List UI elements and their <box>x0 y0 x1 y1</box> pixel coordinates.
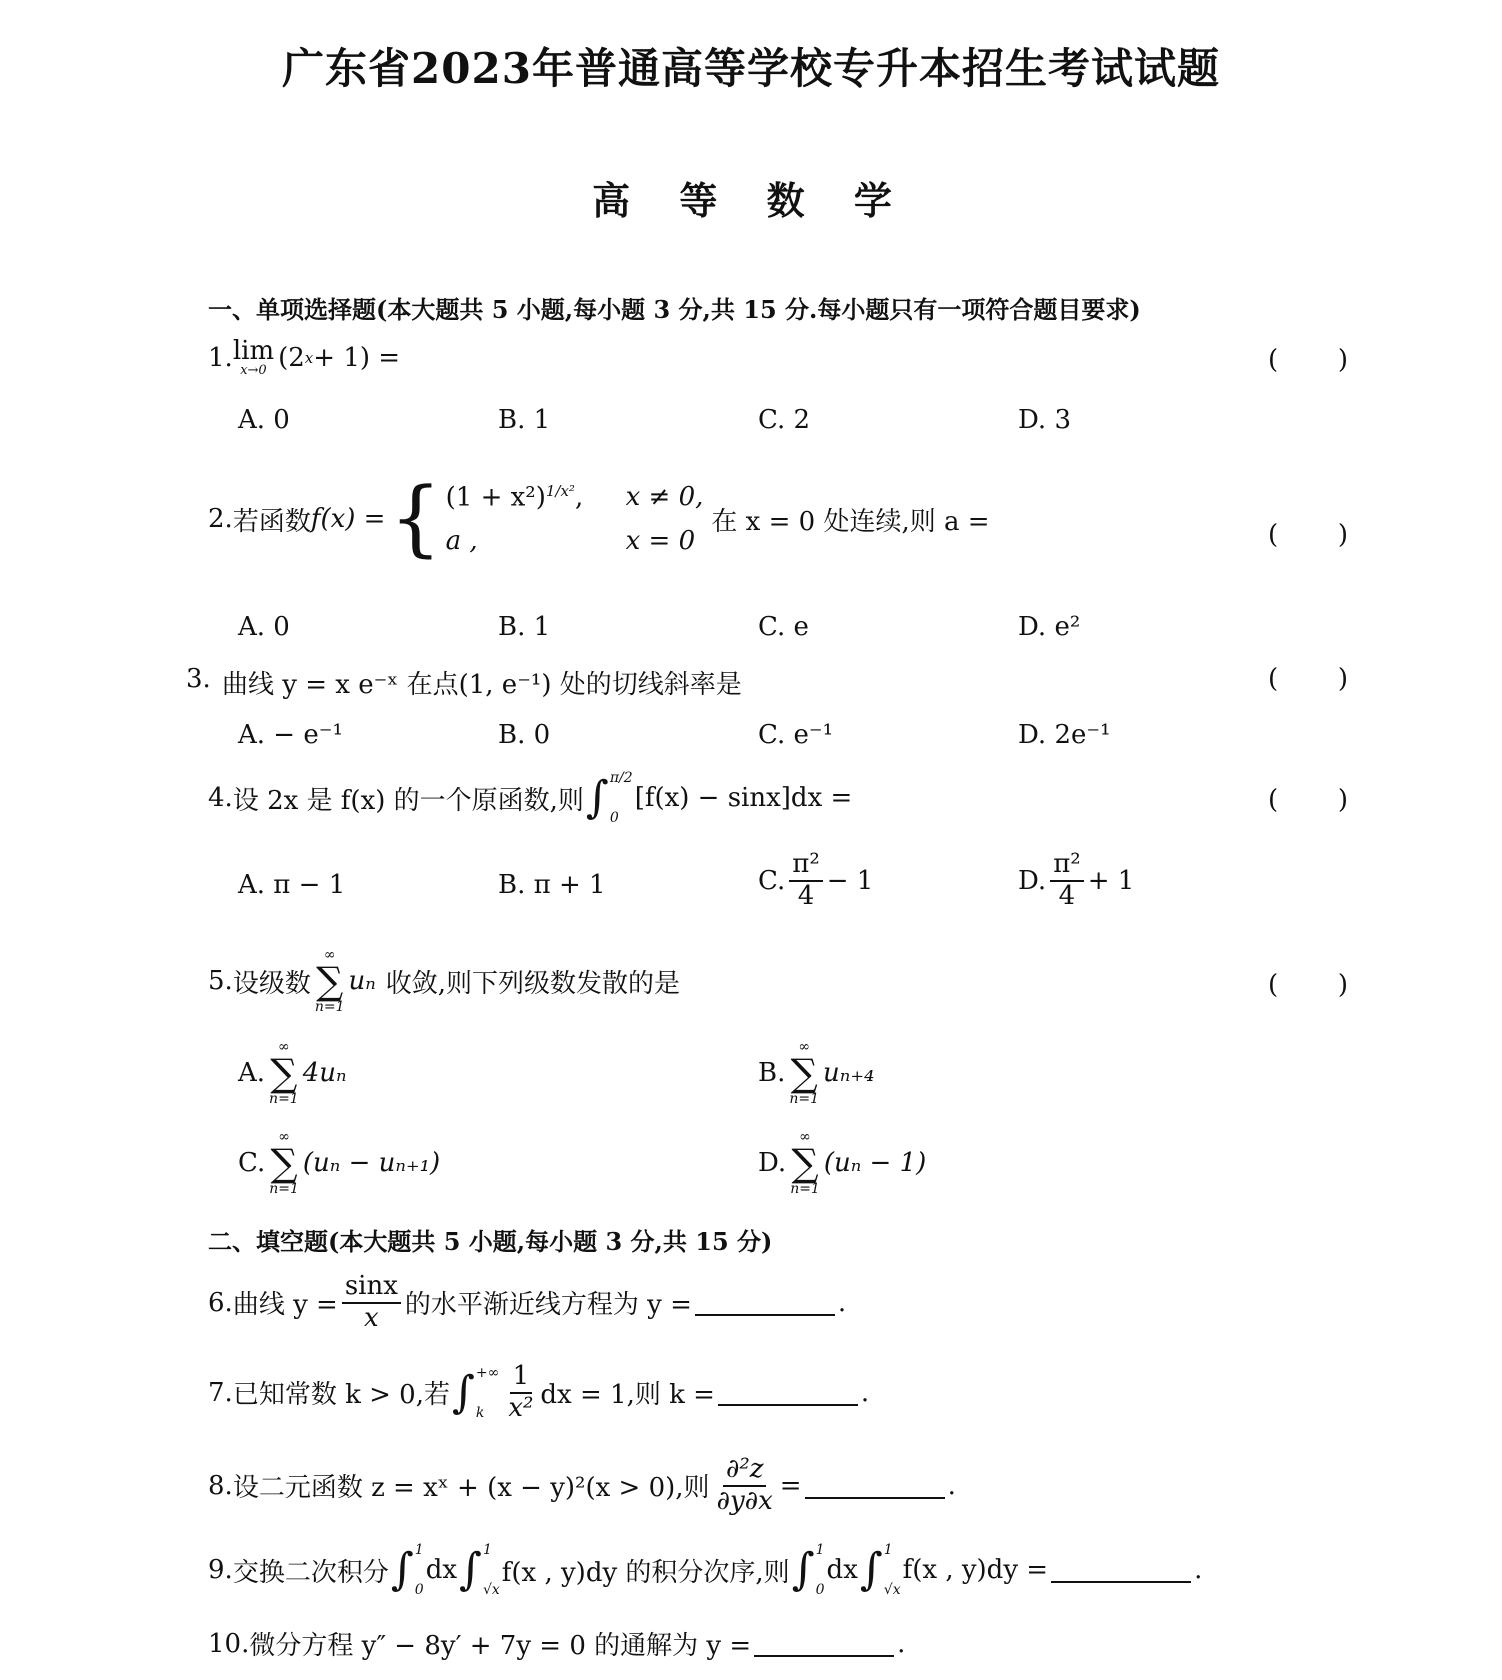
fraction <box>342 1272 401 1334</box>
expr: (2 <box>278 342 305 373</box>
paren-open: ( <box>1268 664 1279 694</box>
question-number: 4. <box>208 783 233 813</box>
option-d: D. 2e⁻¹ <box>1018 720 1111 750</box>
integral-sign: ∫ <box>459 1544 482 1595</box>
integral <box>391 1542 424 1598</box>
option-label: A. <box>238 1058 266 1088</box>
piecewise-cases <box>446 482 704 557</box>
paren-close: ) <box>1337 345 1348 375</box>
option-a: A. 0 <box>238 612 290 642</box>
upper-limit: 1 <box>883 1542 893 1558</box>
option-label: C. <box>758 865 786 896</box>
option-a: A. π − 1 <box>238 870 346 900</box>
question-text: 曲线 y = <box>232 1290 338 1321</box>
sum-upper: ∞ <box>278 1129 290 1145</box>
sigma-sign: ∑ <box>270 1051 298 1095</box>
option-d: D. 3 <box>1018 405 1071 435</box>
option-b <box>758 1040 874 1106</box>
lower-limit: 0 <box>414 1582 424 1598</box>
answer-paren <box>1268 970 1348 1000</box>
lower-limit: 0 <box>609 810 619 826</box>
option-c: C. e <box>758 612 809 642</box>
sum-upper: ∞ <box>798 1039 811 1055</box>
option-b: B. 1 <box>498 405 551 435</box>
case-exponent: 1/x² <box>545 481 575 500</box>
sigma-sign: ∑ <box>791 1141 819 1185</box>
question-text: 若函数 <box>232 506 311 537</box>
option-a <box>238 1040 347 1106</box>
integral-sign: ∫ <box>451 1366 475 1418</box>
question-3: 曲线 y = x e⁻ˣ 在点(1, e⁻¹) 处的切线斜率是 <box>222 670 742 700</box>
question-text: 交换二次积分 <box>232 1557 389 1588</box>
numerator: sinx <box>342 1272 401 1304</box>
differential: dx <box>425 1555 457 1585</box>
denominator: 4 <box>1058 880 1076 911</box>
answer-paren <box>1268 785 1348 815</box>
left-brace: { <box>389 471 442 566</box>
fraction <box>789 850 823 912</box>
integral <box>792 1542 825 1598</box>
denominator: ∂y∂x <box>716 1485 773 1516</box>
option-d <box>1018 850 1134 912</box>
integral <box>459 1542 500 1598</box>
period: . <box>837 1287 847 1318</box>
series-term: (uₙ − uₙ₊₁) <box>302 1148 441 1178</box>
option-c: C. e⁻¹ <box>758 720 834 750</box>
numerator: ∂²z <box>723 1455 767 1487</box>
sum-upper: ∞ <box>799 1129 811 1145</box>
question-7 <box>208 1362 869 1424</box>
integral-sign: ∫ <box>859 1544 883 1595</box>
answer-blank[interactable] <box>718 1380 858 1406</box>
upper-limit: +∞ <box>475 1364 500 1381</box>
question-2 <box>208 471 990 566</box>
paren-open: ( <box>1268 345 1279 375</box>
answer-blank[interactable] <box>805 1473 945 1499</box>
question-number: 6. <box>208 1287 233 1318</box>
expr: + 1) = <box>313 342 401 373</box>
numerator: 1 <box>510 1362 533 1394</box>
sigma-sign: ∑ <box>790 1051 818 1095</box>
integral <box>452 1365 499 1421</box>
period: . <box>947 1470 956 1501</box>
denominator: x² <box>508 1392 534 1423</box>
question-number: 8. <box>208 1470 233 1501</box>
question-text: 收敛,则下列级数发散的是 <box>385 968 681 999</box>
upper-limit: 1 <box>815 1542 825 1558</box>
sum-lower: n=1 <box>790 1181 820 1197</box>
section-2-heading: 二、填空题(本大题共 5 小题,每小题 3 分,共 15 分) <box>208 1227 773 1256</box>
paren-close: ) <box>1337 520 1348 550</box>
question-number: 7. <box>208 1377 233 1408</box>
paren-close: ) <box>1337 785 1348 815</box>
section-1-heading: 一、单项选择题(本大题共 5 小题,每小题 3 分,共 15 分.每小题只有一项符合题目要求) <box>208 295 1141 324</box>
fraction <box>714 1455 776 1517</box>
question-text: f(x , y)dy = <box>902 1555 1049 1585</box>
sigma-sign: ∑ <box>316 959 344 1003</box>
answer-paren <box>1268 520 1348 550</box>
lower-limit: √x <box>482 1582 500 1598</box>
question-text: 已知常数 k > 0,若 <box>232 1380 450 1411</box>
paren-open: ( <box>1268 785 1279 815</box>
option-c <box>758 850 873 912</box>
summation <box>269 1130 299 1196</box>
question-text: 在 x = 0 处连续,则 a = <box>711 506 990 537</box>
question-number: 2. <box>208 504 233 534</box>
lower-limit: √x <box>883 1582 901 1598</box>
lower-limit: 0 <box>815 1582 825 1598</box>
question-text: 的水平渐近线方程为 y = <box>404 1290 692 1321</box>
option-rest: − 1 <box>826 865 874 896</box>
sum-upper: ∞ <box>278 1039 290 1055</box>
summation <box>269 1040 299 1106</box>
option-a: A. 0 <box>238 405 290 435</box>
option-c: C. 2 <box>758 405 811 435</box>
question-5 <box>208 948 680 1014</box>
exam-title: 广东省2023年普通高等学校专升本招生考试试题 <box>282 44 1220 93</box>
question-number: 10. <box>208 1628 250 1659</box>
series-term: uₙ <box>348 966 376 996</box>
summation <box>789 1040 819 1106</box>
question-1 <box>208 338 400 377</box>
sum-lower: n=1 <box>314 999 345 1015</box>
period: . <box>1194 1555 1203 1585</box>
question-text: f(x , y)dy 的积分次序,则 <box>501 1557 790 1588</box>
limit-operator <box>233 338 274 377</box>
option-b: B. π + 1 <box>498 870 606 900</box>
case-condition: x = 0 <box>625 526 696 557</box>
function-label: f(x) = <box>310 504 386 534</box>
paren-close: ) <box>1337 664 1348 694</box>
answer-paren <box>1268 345 1348 375</box>
numerator: π² <box>789 850 823 882</box>
denominator: 4 <box>797 880 815 911</box>
question-text: 微分方程 y″ − 8y′ + 7y = 0 的通解为 y = <box>249 1631 752 1661</box>
case-row <box>446 526 704 556</box>
upper-limit: π/2 <box>609 770 633 786</box>
integral <box>860 1542 901 1598</box>
sum-lower: n=1 <box>269 1091 299 1107</box>
question-4 <box>208 770 852 826</box>
option-label: C. <box>238 1148 266 1178</box>
subject-title: 高 等 数 学 <box>592 178 910 223</box>
question-number: 3. <box>186 664 211 694</box>
answer-paren <box>1268 664 1348 694</box>
case-expr: a , <box>445 526 478 557</box>
option-label: B. <box>758 1058 786 1088</box>
period: . <box>860 1377 870 1408</box>
question-text: dx = 1,则 k = <box>540 1380 715 1411</box>
lim-subscript: x→0 <box>240 363 267 378</box>
sigma-sign: ∑ <box>270 1141 298 1185</box>
series-term: 4uₙ <box>302 1058 347 1088</box>
integral-sign: ∫ <box>390 1544 414 1595</box>
question-text: [f(x) − sinx]dx = <box>634 783 853 813</box>
paren-close: ) <box>1337 970 1348 1000</box>
denominator: x <box>364 1302 379 1333</box>
option-d: D. e² <box>1018 612 1081 642</box>
integral-sign: ∫ <box>585 772 609 823</box>
summation <box>315 948 345 1014</box>
differential: dx <box>826 1555 858 1585</box>
period: . <box>897 1628 906 1659</box>
case-expr: (1 + x²) <box>445 482 546 513</box>
question-number: 5. <box>208 966 233 996</box>
option-rest: + 1 <box>1087 865 1135 896</box>
question-10 <box>208 1625 905 1662</box>
option-label: D. <box>1018 865 1047 896</box>
summation <box>790 1130 820 1196</box>
question-text: 设二元函数 z = xˣ + (x − y)²(x > 0),则 <box>232 1473 710 1504</box>
lower-limit: k <box>475 1404 485 1421</box>
question-8 <box>208 1455 956 1517</box>
case-condition: x ≠ 0, <box>625 481 704 512</box>
fraction <box>1050 850 1084 912</box>
question-text: = <box>779 1470 802 1501</box>
upper-limit: 1 <box>414 1542 424 1558</box>
fraction <box>505 1362 536 1424</box>
question-number: 9. <box>208 1555 233 1585</box>
series-term: (uₙ − 1) <box>823 1148 927 1178</box>
option-d <box>758 1130 926 1196</box>
answer-blank[interactable] <box>695 1290 835 1316</box>
paren-open: ( <box>1268 970 1279 1000</box>
sum-lower: n=1 <box>789 1091 820 1107</box>
option-label: D. <box>758 1148 787 1178</box>
upper-limit: 1 <box>482 1542 492 1558</box>
option-b: B. 1 <box>498 612 551 642</box>
question-number: 1. <box>208 342 233 373</box>
integral-sign: ∫ <box>791 1544 815 1595</box>
integral <box>586 770 633 826</box>
option-a: A. − e⁻¹ <box>238 720 343 750</box>
question-9 <box>208 1542 1202 1598</box>
lim-text: lim <box>232 336 275 366</box>
answer-blank[interactable] <box>754 1631 894 1657</box>
answer-blank[interactable] <box>1051 1557 1191 1583</box>
question-text: 设级数 <box>232 968 311 999</box>
option-c <box>238 1130 440 1196</box>
option-b: B. 0 <box>498 720 551 750</box>
sum-upper: ∞ <box>323 947 336 963</box>
sum-lower: n=1 <box>269 1181 299 1197</box>
question-6 <box>208 1272 846 1334</box>
numerator: π² <box>1050 850 1084 882</box>
exponent: x <box>304 348 314 367</box>
paren-open: ( <box>1268 520 1279 550</box>
question-text: 设 2x 是 f(x) 的一个原函数,则 <box>232 785 584 816</box>
series-term: uₙ₊₄ <box>823 1058 875 1088</box>
case-row: $(1 + x^2)^{1/x^2}$, x ≠ 0, <box>445 481 704 513</box>
